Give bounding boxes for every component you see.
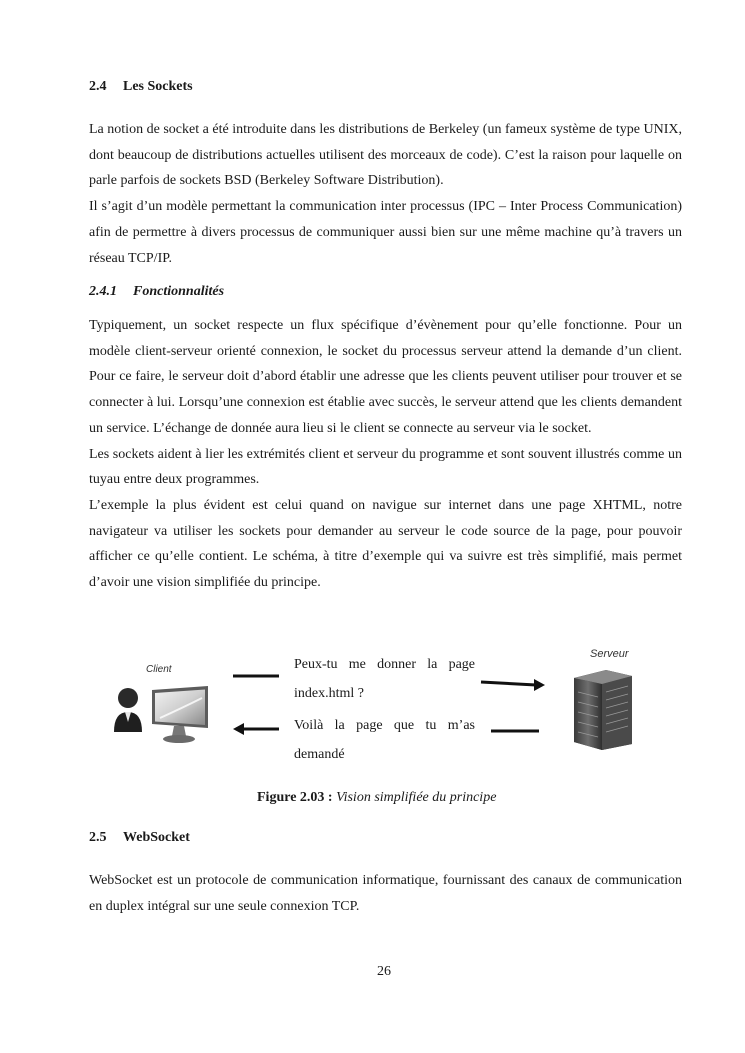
- paragraph: WebSocket est un protocole de communication informatique, fournissant des canaux de communication en duplex intégral sur une seule connexion TCP.: [89, 873, 682, 914]
- section-heading-2-4-1: [89, 284, 224, 300]
- request-arrow-shaft: [481, 682, 536, 685]
- section-2-4-body: [89, 117, 682, 271]
- paragraph: Il s’agit d’un modèle permettant la communication inter processus (IPC – Inter Process Communication) afin de permettre à divers processus de communiquer aussi bien sur une même machine qu’à travers un réseau TCP/IP.: [89, 199, 682, 266]
- right-arrows: [478, 670, 548, 736]
- socket-diagram: [0, 640, 745, 780]
- section-2-5-body: [89, 868, 682, 919]
- section-title: Les Sockets: [123, 79, 193, 94]
- section-title: WebSocket: [123, 830, 190, 845]
- section-number: 2.5: [89, 830, 107, 845]
- user-icon: [114, 688, 142, 732]
- section-heading-2-4: [89, 79, 193, 95]
- section-number: 2.4: [89, 79, 107, 94]
- monitor-icon: [152, 686, 208, 743]
- server-icon: [566, 666, 636, 752]
- server-label: Serveur: [590, 648, 629, 660]
- section-heading-2-5: [89, 830, 190, 846]
- paragraph: La notion de socket a été introduite dans les distributions de Berkeley (un fameux système de type UNIX, dont beaucoup de distributions actuelles utilisent des morceaux de code). C’est la raison pour laquelle on parle parfois de sockets BSD (Berkeley Software Distribution).: [89, 122, 682, 189]
- response-arrowhead: [233, 723, 244, 735]
- caption-title: Vision simplifiée du principe: [336, 790, 497, 805]
- left-arrows: [230, 666, 282, 736]
- request-message: Peux-tu me donner la page index.html ?: [294, 657, 475, 701]
- paragraph: Typiquement, un socket respecte un flux spécifique d’évènement pour qu’elle fonctionne. Pour un modèle client-serveur orienté connexion, le socket du processus serveur attend la demande d’un client. Pour ce faire, le serveur doit d’abord établir une adresse que les clients peuvent utiliser pour trouver et se connecter à lui. Lorsqu’une connexion est établie avec succès, le serveur attend que les clients demandent un service. L’échange de donnée aura lieu si le client se connecte au serveur via le socket.: [89, 318, 682, 436]
- paragraph: L’exemple la plus évident est celui quand on navigue sur internet dans une page XHTML, notre navigateur va utiliser les sockets pour demander au serveur le code source de la page, pour pouvoir afficher ce qu’elle contient. Le schéma, à titre d’exemple qui va suivre est très simplifié, mais permet d’avoir une vision simplifiée du principe.: [89, 497, 682, 591]
- request-arrowhead: [534, 679, 545, 691]
- caption-label: Figure 2.03 :: [257, 790, 333, 805]
- response-message: Voilà la page que tu m’as demandé: [294, 718, 475, 762]
- client-illustration: [112, 684, 212, 746]
- page-number: 26: [377, 964, 391, 979]
- section-number: 2.4.1: [89, 284, 117, 299]
- figure-caption: [257, 790, 496, 806]
- client-label: Client: [146, 664, 172, 675]
- section-2-4-1-body: [89, 313, 682, 596]
- paragraph: Les sockets aident à lier les extrémités client et serveur du programme et sont souvent illustrés comme un tuyau entre deux programmes.: [89, 446, 682, 488]
- section-title: Fonctionnalités: [133, 284, 225, 299]
